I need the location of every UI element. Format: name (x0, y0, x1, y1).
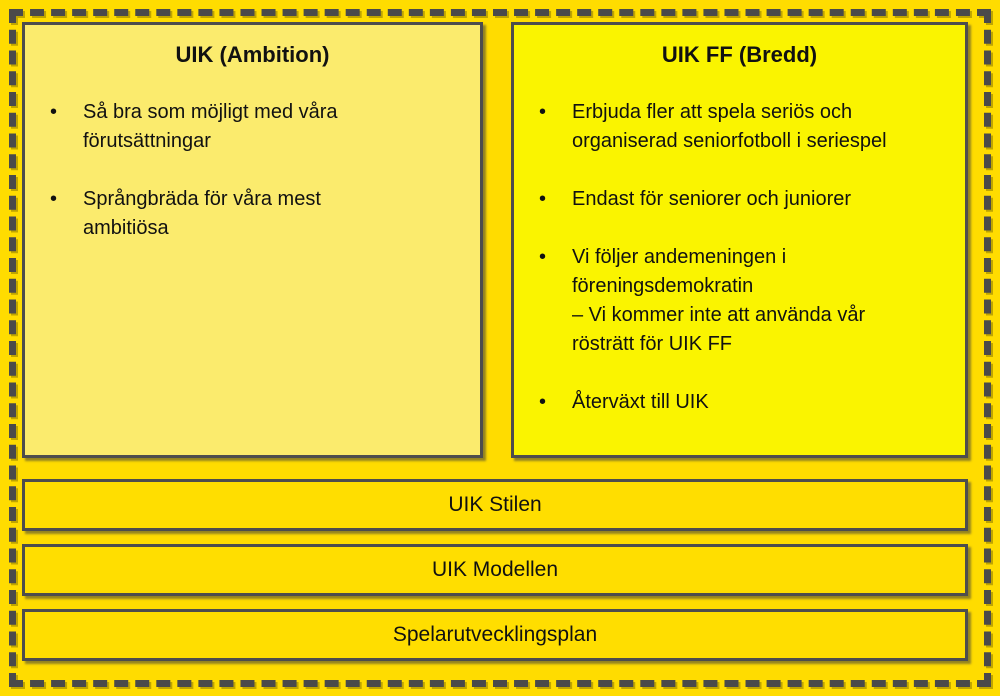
bullet-line: Återväxt till UIK (572, 391, 709, 413)
bullet-marker: • (539, 188, 547, 210)
bullet-line: ambitiösa (83, 217, 169, 239)
bullet-line: Vi följer andemeningen i (572, 246, 787, 268)
bullet-marker: • (50, 188, 58, 210)
bullet-line: organiserad seniorfotboll i seriespel (572, 130, 887, 152)
bar-spelarutvecklingsplan (22, 609, 968, 661)
bullet-line: – Vi kommer inte att använda vår (572, 304, 866, 326)
bullet-item (25, 185, 480, 243)
bullet-item (514, 388, 965, 417)
bullet-marker: • (539, 391, 547, 413)
bullet-item (25, 98, 480, 156)
bar-label: UIK Modellen (431, 558, 559, 581)
bar-label: Spelarutvecklingsplan (392, 623, 598, 646)
bar-label: UIK Stilen (448, 493, 542, 516)
bar-uik-modellen (22, 544, 968, 596)
bullet-line: förutsättningar (83, 130, 211, 152)
bullet-item (514, 185, 965, 214)
bullet-line: föreningsdemokratin (572, 275, 754, 297)
box-uik-ambition (22, 22, 483, 458)
bullet-item (514, 98, 965, 156)
bullet-line: Så bra som möjligt med våra (83, 101, 338, 123)
bullet-line: Erbjuda fler att spela seriös och (572, 101, 853, 123)
bullet-line: rösträtt för UIK FF (572, 333, 733, 355)
bullet-marker: • (50, 101, 58, 123)
bar-uik-stilen (22, 479, 968, 531)
bullet-marker: • (539, 246, 547, 268)
box-uik-ff-bredd (511, 22, 968, 458)
box-title: UIK (Ambition) (175, 42, 330, 67)
bullet-item (514, 243, 965, 359)
bullet-line: Språngbräda för våra mest (83, 188, 321, 210)
bullet-line: Endast för seniorer och juniorer (572, 188, 852, 210)
box-title: UIK FF (Bredd) (661, 42, 818, 67)
bullet-marker: • (539, 101, 547, 123)
